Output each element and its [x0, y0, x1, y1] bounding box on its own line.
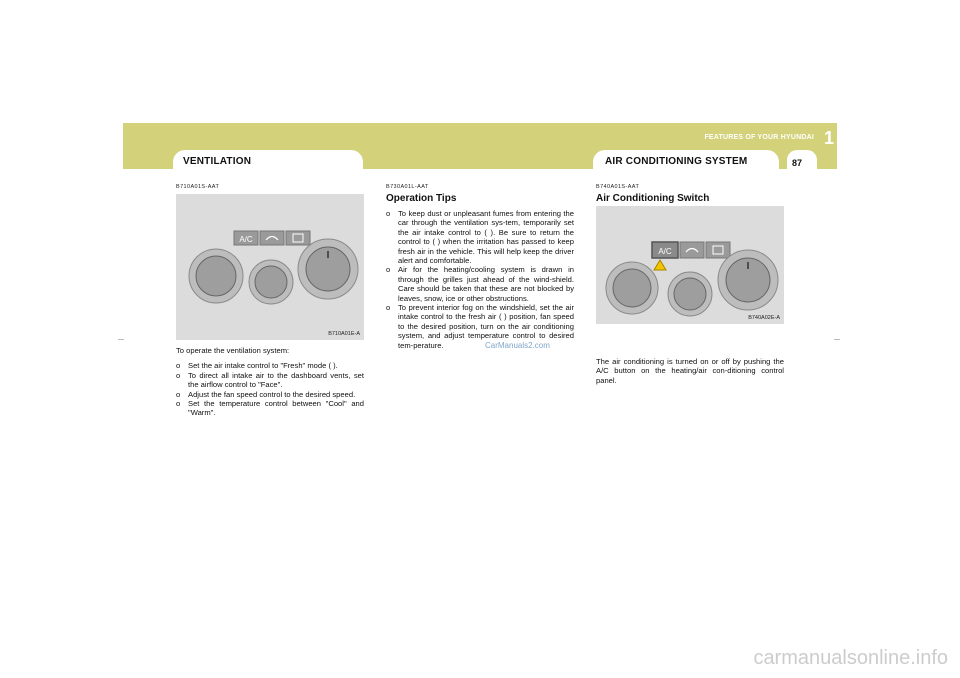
figure-caption: B710A01E-A	[328, 331, 360, 337]
section-code: B740A01S-AAT	[596, 184, 640, 190]
chapter-number: 1	[823, 128, 834, 148]
intro-text: To operate the ventilation system:	[176, 346, 290, 355]
list-item: o Set the temperature control between "Cool" and "Warm".	[176, 399, 364, 418]
section-heading: Air Conditioning Switch	[596, 193, 710, 204]
ac-switch-text: The air conditioning is turned on or off by pushing the A/C button on the heating/air con-ditioning control panel.	[596, 357, 784, 385]
site-watermark: carmanualsonline.info	[753, 647, 948, 669]
ac-button-label: A/C	[658, 247, 672, 256]
rear-defrost-button	[286, 231, 310, 245]
list-item: o To keep dust or unpleasant fumes from entering the car through the ventilation sys-tem, temporarily set the air intake control to ( ). Be sure to return the control to ( ) when the irritation has passed to keep fresh air in the vehicle. This will help keep the driver alert and comfortable.	[386, 209, 574, 266]
ac-switch-figure	[596, 206, 784, 324]
ac-panel-illustration	[596, 206, 784, 324]
fan-speed-knob	[255, 266, 287, 298]
operation-tips-text	[386, 209, 574, 350]
recirculation-button	[680, 242, 704, 258]
airflow-knob	[613, 269, 651, 307]
list-item: o To prevent interior fog on the windshield, set the air intake control to the fresh air ( ) position, fan speed to the desired position, turn on the air conditioning system, and adjust temperature control to desired tem-perature.	[386, 303, 574, 350]
rear-defrost-button	[706, 242, 730, 258]
ventilation-text	[176, 346, 364, 418]
crop-mark-right	[834, 339, 840, 340]
list-item: o Adjust the fan speed control to the desired speed.	[176, 389, 356, 399]
chapter-title: FEATURES OF YOUR HYUNDAI	[704, 134, 814, 141]
ventilation-panel-figure	[176, 194, 364, 340]
fan-speed-knob	[674, 278, 706, 310]
tab-air-conditioning	[593, 150, 779, 172]
recirculation-button	[260, 231, 284, 245]
section-code: B730A01L-AAT	[386, 184, 429, 190]
page-number: 87	[792, 158, 803, 168]
tab-ac-label: AIR CONDITIONING SYSTEM	[605, 156, 748, 167]
figure-caption: B740A02E-A	[748, 315, 780, 321]
section-heading: Operation Tips	[386, 193, 457, 204]
ac-button-highlight	[652, 242, 678, 258]
crop-mark-left	[118, 339, 124, 340]
ac-button-label: A/C	[239, 235, 253, 244]
list-item: o Set the air intake control to "Fresh" mode ( ).	[176, 361, 338, 371]
section-code: B710A01S-AAT	[176, 184, 220, 190]
control-panel-illustration	[176, 194, 364, 340]
tab-ventilation-label: VENTILATION	[183, 156, 252, 167]
ac-button	[234, 231, 258, 245]
tab-ventilation	[173, 150, 363, 172]
airflow-knob	[196, 256, 236, 296]
watermark-link: CarManuals2.com	[485, 341, 550, 350]
list-item: o Air for the heating/cooling system is drawn in through the grilles just ahead of the wind-shield. Care should be taken that these are not blocked by leaves, snow, ice or other obstructions.	[386, 265, 574, 303]
list-item: o To direct all intake air to the dashboard vents, set the airflow control to "Face".	[176, 370, 364, 390]
